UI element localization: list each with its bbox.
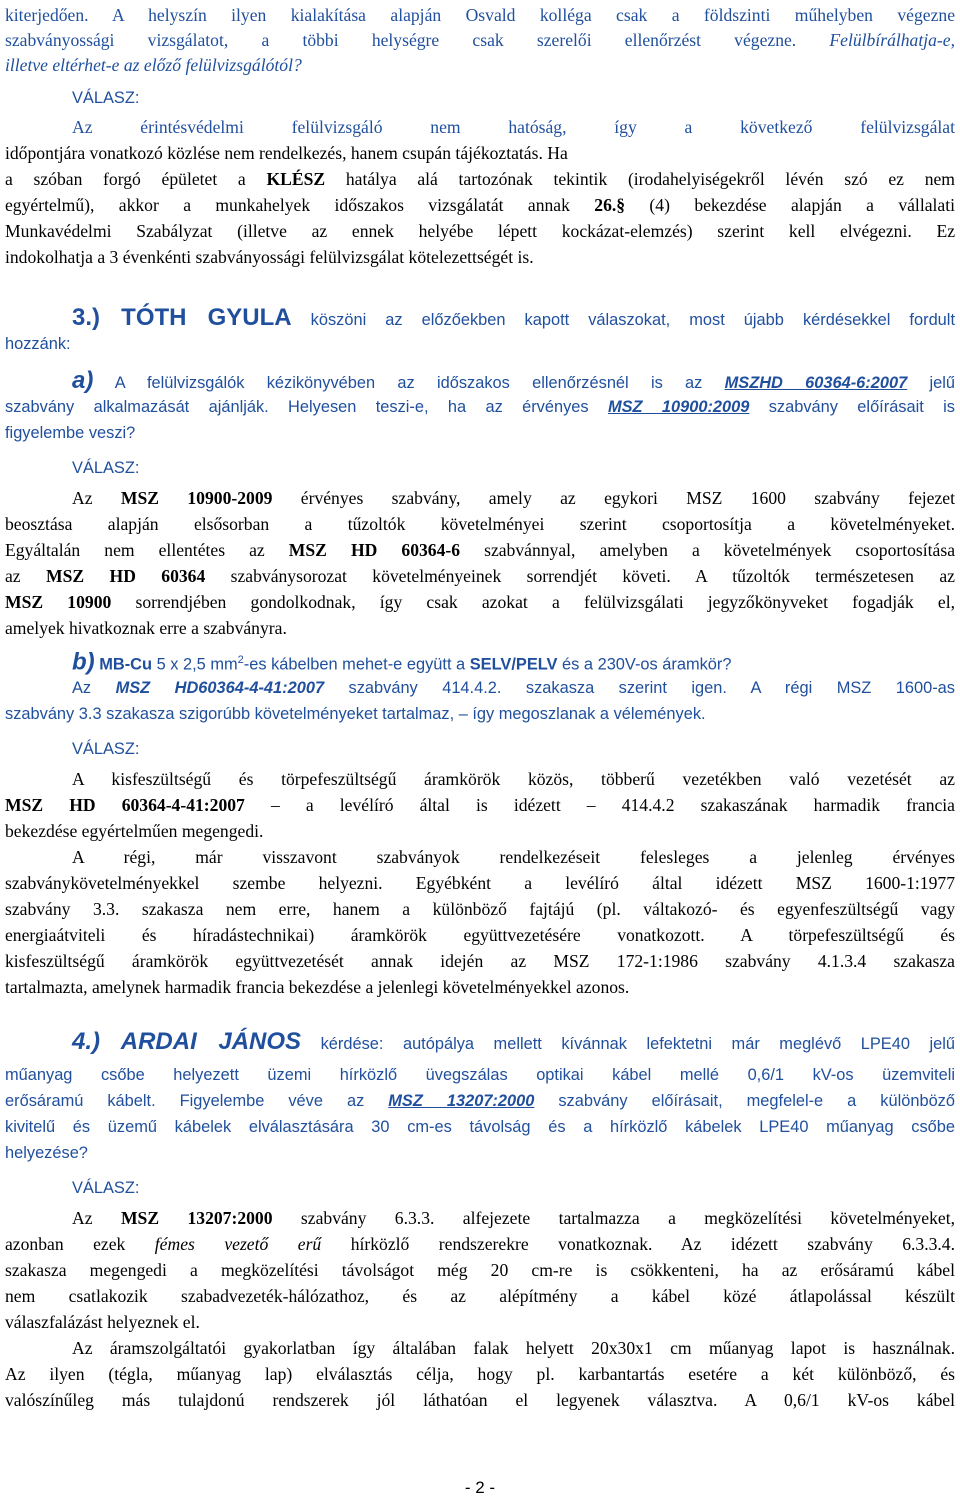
text-line xyxy=(5,27,955,53)
text-run: szabvány előírásait, megfelel-e a különböző xyxy=(534,1092,955,1110)
text-run: jelű xyxy=(907,374,955,392)
text-line xyxy=(72,766,955,792)
text-run: MSZ 10900-2009 xyxy=(120,488,273,508)
text-run: válaszfalázást helyeznek el. xyxy=(5,1312,200,1332)
text-line xyxy=(72,675,955,701)
text-line xyxy=(72,305,955,333)
text-line xyxy=(5,192,955,218)
text-run: hírközlő rendszerekre vonatkoznak. Az idézett szabvány 6.3.3.4. xyxy=(321,1234,955,1254)
text-run: MSZ HD 60364-4-41:2007 xyxy=(5,795,245,815)
text-line xyxy=(5,615,955,641)
text-line xyxy=(72,1175,955,1201)
page-number: - 2 - xyxy=(464,1478,496,1497)
text-line xyxy=(5,818,955,844)
text-run: MB-Cu xyxy=(94,655,153,674)
section-heading: b) xyxy=(72,648,95,676)
text-run: beosztása alapján elsősorban a tűzoltók követelményei szerint csoportosítja a követelményeket. xyxy=(5,514,955,534)
text-run: VÁLASZ: xyxy=(72,1179,140,1197)
text-line xyxy=(5,870,955,896)
text-line xyxy=(5,1309,955,1335)
text-line xyxy=(5,331,955,357)
text-line xyxy=(5,394,955,420)
text-run: amelyek hivatkoznak erre a szabványra. xyxy=(5,618,287,638)
section-heading: 4.) ARDAI JÁNOS xyxy=(72,1028,302,1055)
text-run: VÁLASZ: xyxy=(72,740,140,758)
text-run: A régi, már visszavont szabványok rendelkezéseit felesleges a jelenleg érvényes xyxy=(72,847,955,867)
text-run: Ha xyxy=(542,143,568,163)
text-run: valószínűleg más tulajdonú rendszerek jól láthatóan el legyenek választva. A 0,6/1 kV-os kábel xyxy=(5,1390,955,1410)
text-run: kivitelű és üzemű kábelek elválasztására 30 cm-es távolság és a hírközlő kábelek LPE40 műanyag csőbe xyxy=(5,1118,955,1136)
text-run: 5 x 2,5 mm xyxy=(152,655,238,674)
text-run: egyértelmű), akkor a munkahelyek időszakos vizsgálatát annak xyxy=(5,195,595,215)
text-line xyxy=(5,244,955,270)
text-run: kiterjedően. A helyszín ilyen kialakítása alapján Osvald kolléga csak a földszinti műhelyben végezne xyxy=(5,5,955,25)
text-run: szabvány 3.3 szakasza szigorúbb követelményeket tartalmaz, – így megoszlanak a vélemények. xyxy=(5,705,706,723)
text-run: 26. xyxy=(594,195,617,215)
text-run: erősáramú kábelt. Figyelembe véve az xyxy=(5,1092,389,1110)
text-run: MSZHD 60364-6:2007 xyxy=(724,374,908,392)
text-line xyxy=(72,844,955,870)
text-run: szakasza megengedi a megközelítési távolságot még 20 cm-re is csökkenteni, ha az erősáramú kábel xyxy=(5,1260,955,1280)
text-run: 2 xyxy=(237,654,244,666)
text-line xyxy=(5,166,955,192)
text-run: figyelembe veszi? xyxy=(5,424,136,442)
text-run: kérdése: autópálya mellett kívánnak lefektetni már meglévő LPE40 jelű xyxy=(301,1035,956,1053)
text-run: Felülbírálhatja-e, xyxy=(829,30,955,50)
text-run: fémes vezető erű xyxy=(154,1234,322,1254)
text-run: MSZ 10900 xyxy=(5,592,112,612)
text-run: szabvány 414.4.2. szakasza szerint igen. A régi MSZ 1600-as xyxy=(324,679,955,697)
text-line xyxy=(5,1361,955,1387)
section-heading: a) xyxy=(72,367,94,394)
text-run: Az áramszolgáltatói gyakorlatban így általában falak helyett 20x30x1 cm műanyag lapot is használnak. xyxy=(72,1338,955,1358)
text-run: hozzánk: xyxy=(5,335,71,353)
text-run: szabványossági vizsgálatot, a többi helységre csak szerelői ellenőrzést végezne. xyxy=(5,30,830,50)
text-run: köszöni az előzőekben kapott válaszokat, most újabb kérdésekkel fordult xyxy=(291,311,955,329)
text-run: VÁLASZ: xyxy=(72,89,140,107)
text-run: szabvánnyal, amelyben a követelmények csoportosítása xyxy=(460,540,956,560)
text-run: MSZ 10900:2009 xyxy=(607,398,750,416)
text-run: MSZ 13207:2000 xyxy=(388,1092,535,1110)
text-line xyxy=(5,2,955,28)
text-run: Az ilyen (tégla, műanyag lap) elválasztás célja, hogy pl. karbantartás esetére a két különböző, és xyxy=(5,1364,955,1384)
text-run: MSZ 13207:2000 xyxy=(120,1208,273,1228)
text-line xyxy=(5,537,955,563)
text-line xyxy=(72,485,955,511)
text-line xyxy=(72,1335,955,1361)
text-line xyxy=(5,948,955,974)
text-line xyxy=(5,511,955,537)
text-run: Munkavédelmi Szabályzat (illetve az ennek helyébe lépett kockázat-elemzés) szerint kell elvégezni. Ez xyxy=(5,221,955,241)
text-run: szabvány előírásait is xyxy=(749,398,955,416)
text-run: (4) bekezdése alapján a vállalati xyxy=(625,195,955,215)
text-line xyxy=(72,114,955,140)
section-heading: 3.) TÓTH GYULA xyxy=(72,304,292,331)
text-run: bekezdése egyértelműen megengedi. xyxy=(5,821,264,841)
text-run: szabvány 6.3.3. alfejezete tartalmazza a megközelítési követelményeket, xyxy=(272,1208,955,1228)
text-line xyxy=(5,218,955,244)
text-line xyxy=(5,1387,955,1413)
text-run: SELV/PELV xyxy=(469,655,558,674)
text-run: MSZ HD 60364 xyxy=(46,566,206,586)
text-run: Az xyxy=(72,679,116,697)
text-line xyxy=(5,1062,955,1088)
text-run: illetve eltérhet-e az előző felülvizsgálótól? xyxy=(5,55,302,75)
text-run: KLÉSZ xyxy=(266,169,326,189)
text-run: nem csatlakozik szabadvezeték-hálózathoz, és az alépítmény a kábel közé átlapolással készült xyxy=(5,1286,955,1306)
text-run: hatálya alá tartozónak tekintik (irodahelyiségekről lévén szó ez nem xyxy=(325,169,955,189)
text-run: azonban ezek xyxy=(5,1234,155,1254)
text-run: helyezése? xyxy=(5,1144,88,1162)
text-run: Egyáltalán nem ellentétes az xyxy=(5,540,289,560)
text-line xyxy=(5,1140,955,1166)
text-run: -es kábelben mehet-e együtt a xyxy=(243,655,470,674)
text-run: a szóban forgó épületet a xyxy=(5,169,267,189)
text-run: sorrendjében gondolkodnak, így csak azokat a felülvizsgálati jegyzőkönyveket fogadják el, xyxy=(111,592,955,612)
text-line xyxy=(5,792,955,818)
text-run: kisfeszültségű áramkörök együttvezetését annak idején az MSZ 172-1:1986 szabvány 4.1.3.4 szakasza xyxy=(5,951,955,971)
text-line xyxy=(5,52,955,78)
text-run: A felülvizsgálók kézikönyvében az időszakos ellenőrzésnél is az xyxy=(93,374,725,392)
text-run: érvényes szabvány, amely az egykori MSZ 1600 szabvány fejezet xyxy=(272,488,955,508)
text-run: Az xyxy=(72,488,121,508)
text-run: VÁLASZ: xyxy=(72,459,140,477)
text-line xyxy=(72,455,955,481)
text-run: indokolhatja a 3 évenkénti szabványossági felülvizsgálat kötelezettségét is. xyxy=(5,247,534,267)
text-line xyxy=(72,1029,955,1057)
text-line xyxy=(5,589,955,615)
text-run: A kisfeszültségű és törpefeszültségű áramkörök közös, többerű vezetékben való vezetését az xyxy=(72,769,955,789)
text-line xyxy=(5,701,955,727)
text-run: MSZ HD 60364-6 xyxy=(288,540,461,560)
text-line xyxy=(5,420,955,446)
text-line xyxy=(5,974,955,1000)
text-line xyxy=(5,1088,955,1114)
text-run: az xyxy=(5,566,46,586)
text-run: és a 230V-os áramkör? xyxy=(557,655,732,674)
text-run: Az xyxy=(72,1208,121,1228)
text-line xyxy=(5,922,955,948)
text-line xyxy=(72,647,955,677)
text-line xyxy=(5,896,955,922)
text-line xyxy=(72,368,955,396)
text-line xyxy=(5,1257,955,1283)
text-run: energiaátviteli és híradástechnikai) áramkörök együttvezetésére vonatkozott. A törpefeszültségű és xyxy=(5,925,955,945)
text-run: szabványkövetelményekkel szembe helyezni. Egyébként a levélíró által idézett MSZ 1600-1:1977 xyxy=(5,873,955,893)
text-line xyxy=(72,85,955,111)
text-run: tartalmazta, amelynek harmadik francia bekezdése a jelenlegi követelményekkel azonos. xyxy=(5,977,630,997)
text-run: Az érintésvédelmi felülvizsgáló nem hatóság, így a következő felülvizsgálat xyxy=(72,117,955,137)
text-run: szabvány 3.3. szakasza nem erre, hanem a különböző fajtájú (pl. váltakozó- és egyenfeszültségű vagy xyxy=(5,899,955,919)
text-run: MSZ HD60364-4-41:2007 xyxy=(115,679,325,697)
text-line xyxy=(5,140,955,166)
text-run: szabvány alkalmazását ajánlják. Helyesen teszi-e, ha az érvényes xyxy=(5,398,608,416)
text-line xyxy=(5,1283,955,1309)
text-run: – a levélíró által is idézett – 414.4.2 szakaszának harmadik francia xyxy=(244,795,955,815)
text-run: § xyxy=(616,195,626,215)
text-line xyxy=(5,1231,955,1257)
text-line xyxy=(5,1114,955,1140)
text-run: műanyag csőbe helyezett üzemi hírközlő üvegszálas optikai kábel mellé 0,6/1 kV-os üzemviteli xyxy=(5,1066,955,1084)
text-run: időpontjára vonatkozó közlése nem rendelkezés, hanem csupán tájékoztatás. xyxy=(5,143,543,163)
text-line xyxy=(72,1205,955,1231)
text-run: szabványsorozat követelményeinek sorrendjét követi. A tűzoltók természetesen az xyxy=(205,566,955,586)
text-line xyxy=(5,563,955,589)
text-line xyxy=(72,736,955,762)
